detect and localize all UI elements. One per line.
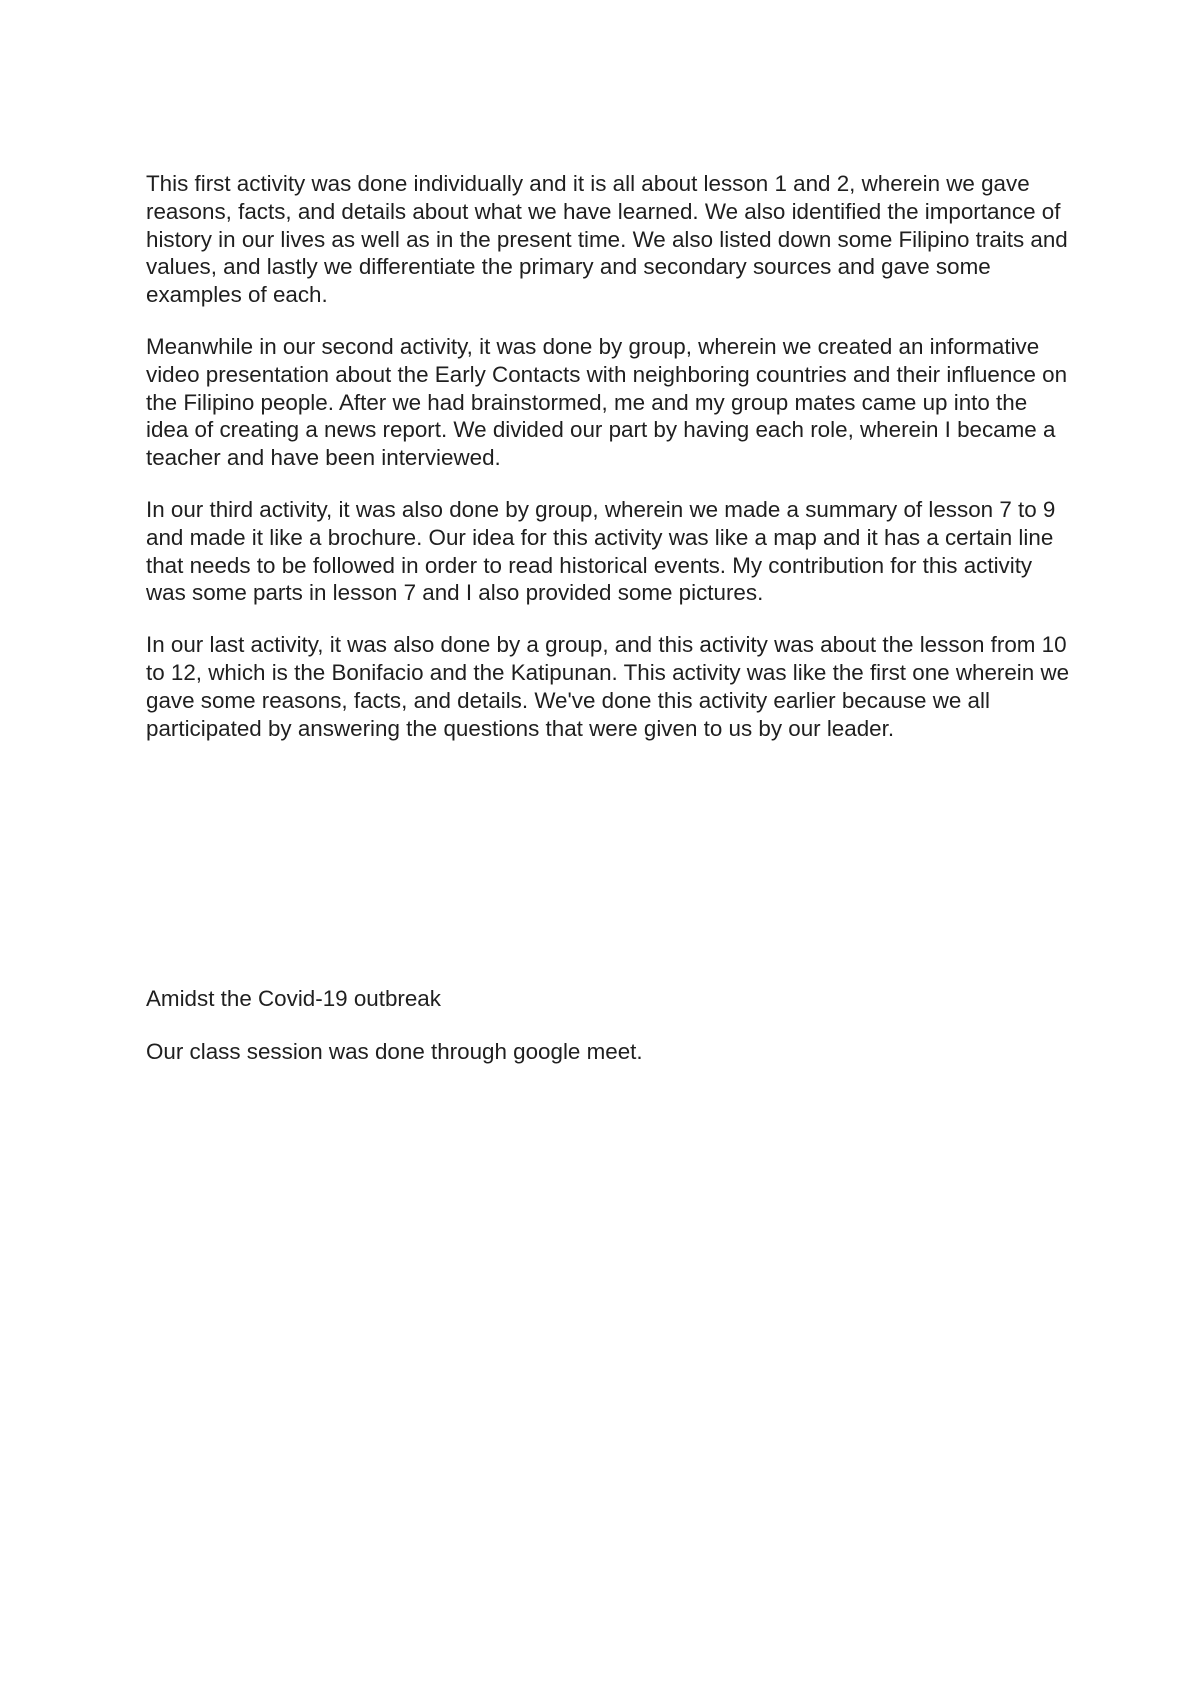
document-closing (146, 985, 1071, 1091)
closing-line-session: Our class session was done through google meet. (146, 1038, 643, 1064)
paragraph-third-activity: In our third activity, it was also done by group, wherein we made a summary of lesson 7 to 9 and made it like a brochure. Our idea for this activity was like a map and it has a certain line that needs to be followed in order to read historical events. My contribution for this activity was some parts in lesson 7 and I also provided some pictures. (146, 496, 1056, 606)
paragraph-first-activity: This first activity was done individually and it is all about lesson 1 and 2, wherein we gave reasons, facts, and details about what we have learned. We also identified the importance of history in our lives as well as in the present time. We also listed down some Filipino traits and values, and lastly we differentiate the primary and secondary sources and gave some examples of each. (146, 171, 1068, 308)
closing-line-outbreak: Amidst the Covid-19 outbreak (146, 986, 441, 1011)
paragraph-last-activity: In our last activity, it was also done by a group, and this activity was about the lesson from 10 to 12, which is the Bonifacio and the Katipunan. This activity was like the first one wherein we gave some reasons, facts, and details. We've done this activity earlier because we all participated by answering the questions that were given to us by our leader. (146, 632, 1070, 741)
paragraph-second-activity: Meanwhile in our second activity, it was done by group, wherein we created an informative video presentation about the Early Contacts with neighboring countries and their influence on the Filipino people. After we had brainstormed, me and my group mates came up into the idea of creating a news report. We divided our part by having each role, wherein I became a teacher and have been interviewed. (146, 333, 1068, 471)
document-body (146, 170, 1071, 766)
